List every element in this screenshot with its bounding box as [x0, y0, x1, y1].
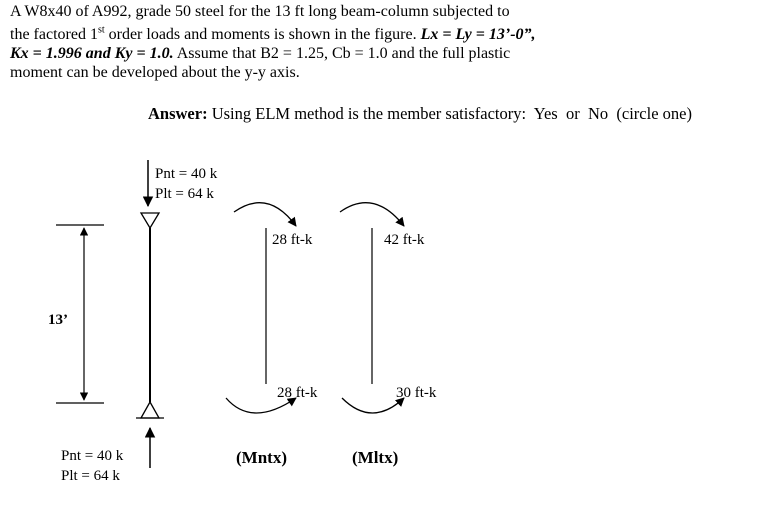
mntx-bottom-value: 28 ft-k: [277, 385, 318, 401]
answer-yes-option[interactable]: Yes: [533, 104, 558, 123]
bottom-support-icon: [141, 402, 159, 418]
k-factor-equation: Kx = 1.996 and Ky = 1.0.: [10, 45, 174, 63]
mltx-top-moment-arrow: [340, 203, 404, 226]
top-support-icon: [141, 213, 159, 228]
mltx-bottom-moment-arrow: [342, 398, 404, 413]
mltx-label: (Mltx): [352, 448, 399, 467]
answer-question: Using ELM method is the member satisfactory:: [211, 104, 527, 123]
bottom-plt-label: Plt = 64 k: [61, 468, 120, 484]
assumption-text: Assume that B2 = 1.25, Cb = 1.0 and the full plastic: [176, 45, 511, 63]
length-equation: Lx = Ly = 13’-0”,: [420, 26, 536, 44]
problem-line-2: the factored 1st order loads and moments is shown in the figure. Lx = Ly = 13’-0”,: [10, 25, 536, 44]
length-label: 13’: [48, 312, 68, 328]
mntx-top-value: 28 ft-k: [272, 232, 313, 248]
answer-label: Answer:: [148, 104, 208, 123]
problem-line-4: moment can be developed about the y-y axis.: [10, 64, 300, 82]
mltx-bottom-value: 30 ft-k: [396, 385, 437, 401]
answer-or: or: [565, 104, 580, 123]
mntx-top-moment-arrow: [234, 203, 296, 226]
mltx-top-value: 42 ft-k: [384, 232, 425, 248]
problem-line-1: A W8x40 of A992, grade 50 steel for the 13 ft long beam-column subjected to: [10, 3, 510, 20]
bottom-pnt-label: Pnt = 40 k: [61, 448, 124, 464]
top-plt-label: Plt = 64 k: [155, 186, 214, 202]
top-pnt-label: Pnt = 40 k: [155, 166, 218, 182]
answer-no-option[interactable]: No: [587, 104, 609, 123]
answer-hint: (circle one): [616, 104, 692, 123]
mntx-label: (Mntx): [236, 448, 287, 467]
